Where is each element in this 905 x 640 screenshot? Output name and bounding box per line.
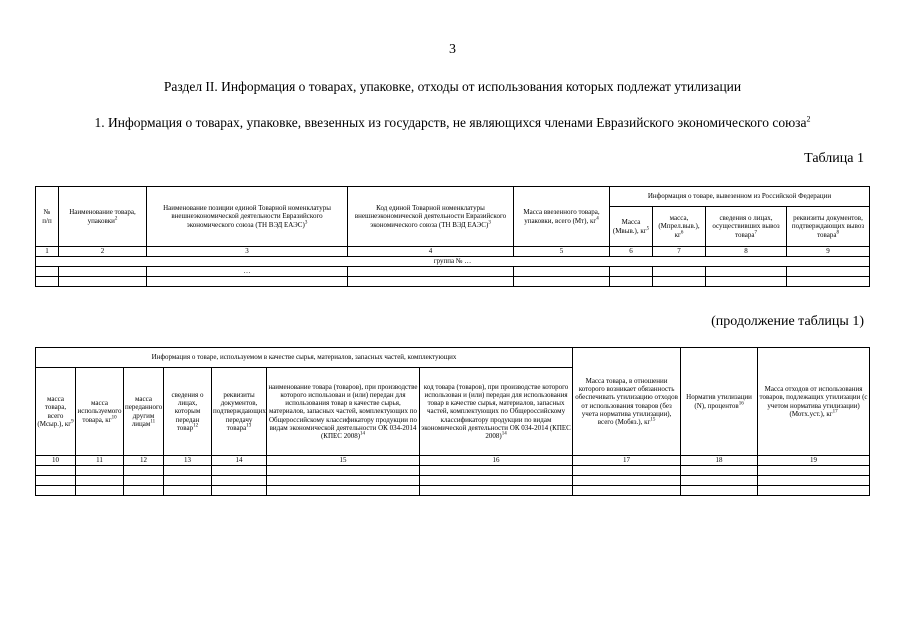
- table-1: [35, 186, 870, 287]
- cell[interactable]: [573, 476, 681, 486]
- header-waste: [758, 348, 870, 456]
- footnote: 4: [596, 216, 599, 222]
- cell[interactable]: [681, 486, 758, 496]
- header-export-docs: [787, 207, 870, 247]
- cell[interactable]: [164, 476, 212, 486]
- cell[interactable]: [653, 277, 706, 287]
- table-1-continuation: [35, 347, 870, 496]
- footnote: 14: [501, 431, 507, 437]
- footnote: 17: [832, 409, 838, 415]
- page-number: 3: [449, 42, 456, 57]
- column-number: 13: [164, 456, 212, 466]
- header-export-persons: [706, 207, 787, 247]
- header-name-text: Наименование товара, упаковки: [69, 208, 136, 225]
- cell[interactable]: [59, 267, 147, 277]
- column-number: 2: [59, 247, 147, 257]
- header-docs-text: реквизиты документов, подтверждающих передачу товара: [213, 391, 266, 432]
- header-transferred-text: масса переданного другим лицам: [125, 395, 163, 428]
- header-export-mass2: [653, 207, 706, 247]
- cell[interactable]: [681, 476, 758, 486]
- cell[interactable]: [514, 267, 610, 277]
- cell[interactable]: [212, 476, 267, 486]
- header-obligation: [573, 348, 681, 456]
- cell[interactable]: [36, 476, 76, 486]
- cell[interactable]: [758, 466, 870, 476]
- column-number: 5: [514, 247, 610, 257]
- cell[interactable]: [420, 486, 573, 496]
- column-number: 3: [147, 247, 348, 257]
- cell[interactable]: [267, 476, 420, 486]
- header-export-mass: [610, 207, 653, 247]
- cell[interactable]: [348, 277, 514, 287]
- column-number: 14: [212, 456, 267, 466]
- header-product-name-text: наименование товара (товаров), при производстве которого использован и (или) передан для использования товар в качестве сырья, материалов, запасных частей, комплектующих по Общероссийскому классификатору продукции по видам экономической деятельности ОК 034-2014 (КПЕС 2008): [268, 383, 418, 440]
- cell[interactable]: [573, 486, 681, 496]
- cell[interactable]: [787, 267, 870, 277]
- group-label: группа № …: [36, 257, 870, 267]
- header-waste-text: Масса отходов от использования товаров, подлежащих утилизации (с учетом норматива утилизации) (Мотх.уст.), кг: [759, 385, 868, 418]
- cell[interactable]: [610, 267, 653, 277]
- cell[interactable]: [267, 466, 420, 476]
- cell[interactable]: [36, 466, 76, 476]
- column-number: 19: [758, 456, 870, 466]
- header-usable: [76, 368, 124, 456]
- footnote: 13: [246, 423, 252, 429]
- table-row: [36, 466, 870, 476]
- column-number: 10: [36, 456, 76, 466]
- header-export-mass2-text: масса, (Мпрел.выв.), кг: [658, 214, 700, 239]
- cell[interactable]: [706, 267, 787, 277]
- header-position: [147, 187, 348, 247]
- table-row: [36, 277, 870, 287]
- column-number: 9: [787, 247, 870, 257]
- header-product-code-text: код товара (товаров), при производстве которого использован и (или) передан для использования товар в качестве сырья, материалов, запасных частей, комплектующих по Общероссийскому классификатору продукции по видам экономической деятельности ОК 034-2014 (КПЕС 2008): [421, 383, 571, 440]
- cell[interactable]: [124, 476, 164, 486]
- header-product-code: [420, 368, 573, 456]
- continuation-label: (продолжение таблицы 1): [711, 314, 864, 329]
- header-usable-text: масса используемого товара, кг: [77, 399, 122, 424]
- footnote: 16: [738, 401, 744, 407]
- header-norm: [681, 348, 758, 456]
- subsection-title: [0, 115, 905, 131]
- header-code-text: Код единой Товарной номенклатуры внешнеэкономической деятельности Евразийского экономического союза (ТН ВЭД ЕАЭС): [354, 204, 507, 229]
- cell[interactable]: [758, 476, 870, 486]
- header-raw-mass: [36, 368, 76, 456]
- header-num: № п/п: [36, 187, 59, 247]
- header-docs: [212, 368, 267, 456]
- column-number: 17: [573, 456, 681, 466]
- header-transferred: [124, 368, 164, 456]
- table-row: [36, 486, 870, 496]
- column-number: 18: [681, 456, 758, 466]
- footnote: 12: [193, 423, 199, 429]
- cell[interactable]: [36, 486, 76, 496]
- subsection-title-text: 1. Информация о товарах, упаковке, ввезенных из государств, не являющихся членами Евразийского экономического союза: [94, 115, 807, 130]
- cell[interactable]: [212, 466, 267, 476]
- cell[interactable]: [76, 486, 124, 496]
- cell[interactable]: [36, 267, 59, 277]
- column-number: 7: [653, 247, 706, 257]
- column-number: 12: [124, 456, 164, 466]
- column-number: 15: [267, 456, 420, 466]
- column-number: 16: [420, 456, 573, 466]
- cell[interactable]: [653, 267, 706, 277]
- header-raw-mass-text: масса товара, всего (Мсыр.), кг: [37, 395, 72, 428]
- footnote: 9: [71, 419, 74, 425]
- header-persons-text: сведения о лицах, которым передан товар: [171, 391, 204, 432]
- header-export-group: Информация о товаре, вывезенном из Российской Федерации: [610, 187, 870, 207]
- cell[interactable]: [348, 267, 514, 277]
- footnote: 3: [304, 220, 308, 226]
- cell[interactable]: [758, 486, 870, 496]
- cell[interactable]: [212, 486, 267, 496]
- footnote: 11: [150, 419, 156, 425]
- cell[interactable]: [124, 486, 164, 496]
- header-product-name: [267, 368, 420, 456]
- cell[interactable]: [164, 486, 212, 496]
- header-export-mass-text: Масса (Мвыв.), кг: [612, 218, 647, 235]
- cell[interactable]: [787, 277, 870, 287]
- header-code: [348, 187, 514, 247]
- footnote: 8: [836, 230, 839, 236]
- ellipsis-cell: …: [147, 267, 348, 277]
- cell[interactable]: [681, 466, 758, 476]
- header-export-docs-text: реквизиты документов, подтверждающих вывоз товара: [791, 214, 865, 239]
- header-export-persons-text: сведения о лицах, осуществивших вывоз товара: [712, 214, 780, 239]
- column-number: 11: [76, 456, 124, 466]
- cell[interactable]: [610, 277, 653, 287]
- footnote: 3: [488, 220, 491, 226]
- column-number-row: [36, 456, 870, 466]
- cell[interactable]: [124, 466, 164, 476]
- column-number-row: [36, 247, 870, 257]
- cell[interactable]: [420, 466, 573, 476]
- group-row: [36, 257, 870, 267]
- header-obligation-text: Масса товара, в отношении которого возникает обязанность обеспечивать утилизацию отходов от использования товаров (без учета норматива утилизации), всего (Мобяз.), кг: [575, 377, 678, 426]
- column-number: 8: [706, 247, 787, 257]
- column-number: 6: [610, 247, 653, 257]
- header-persons: [164, 368, 212, 456]
- table-row: [36, 267, 870, 277]
- header-name: [59, 187, 147, 247]
- cell[interactable]: [76, 466, 124, 476]
- header-raw-group: Информация о товаре, используемом в качестве сырья, материалов, запасных частей, комплектующих: [36, 348, 573, 368]
- footnote: 7: [754, 230, 757, 236]
- footnote: 10: [111, 415, 117, 421]
- cell[interactable]: [706, 277, 787, 287]
- cell[interactable]: [147, 277, 348, 287]
- cell[interactable]: [573, 466, 681, 476]
- cell[interactable]: [76, 476, 124, 486]
- header-mass-text: Масса ввезенного товара, упаковки, всего (Мт), кг: [523, 208, 600, 225]
- footnote: 5: [646, 226, 650, 232]
- section-title: Раздел II. Информация о товарах, упаковке, отходы от использования которых подлежат утилизации: [163, 79, 742, 94]
- table-label: Таблица 1: [804, 151, 864, 166]
- header-norm-text: Норматив утилизации (N), процентов: [686, 393, 752, 410]
- cell[interactable]: [420, 476, 573, 486]
- cell[interactable]: [267, 486, 420, 496]
- footnote: 2: [114, 216, 118, 222]
- table-row: [36, 476, 870, 486]
- cell[interactable]: [36, 277, 59, 287]
- footnote: 15: [650, 417, 656, 423]
- subsection-footnote: 2: [806, 114, 811, 124]
- cell[interactable]: [59, 277, 147, 287]
- column-number: 1: [36, 247, 59, 257]
- header-position-text: Наименование позиции единой Товарной номенклатуры внешнеэкономической деятельности Евразийского экономического союза (ТН ВЭД ЕАЭС): [163, 204, 331, 229]
- cell[interactable]: [514, 277, 610, 287]
- column-number: 4: [348, 247, 514, 257]
- header-mass: [514, 187, 610, 247]
- footnote: 6: [680, 230, 684, 236]
- cell[interactable]: [164, 466, 212, 476]
- footnote: 14: [360, 431, 366, 437]
